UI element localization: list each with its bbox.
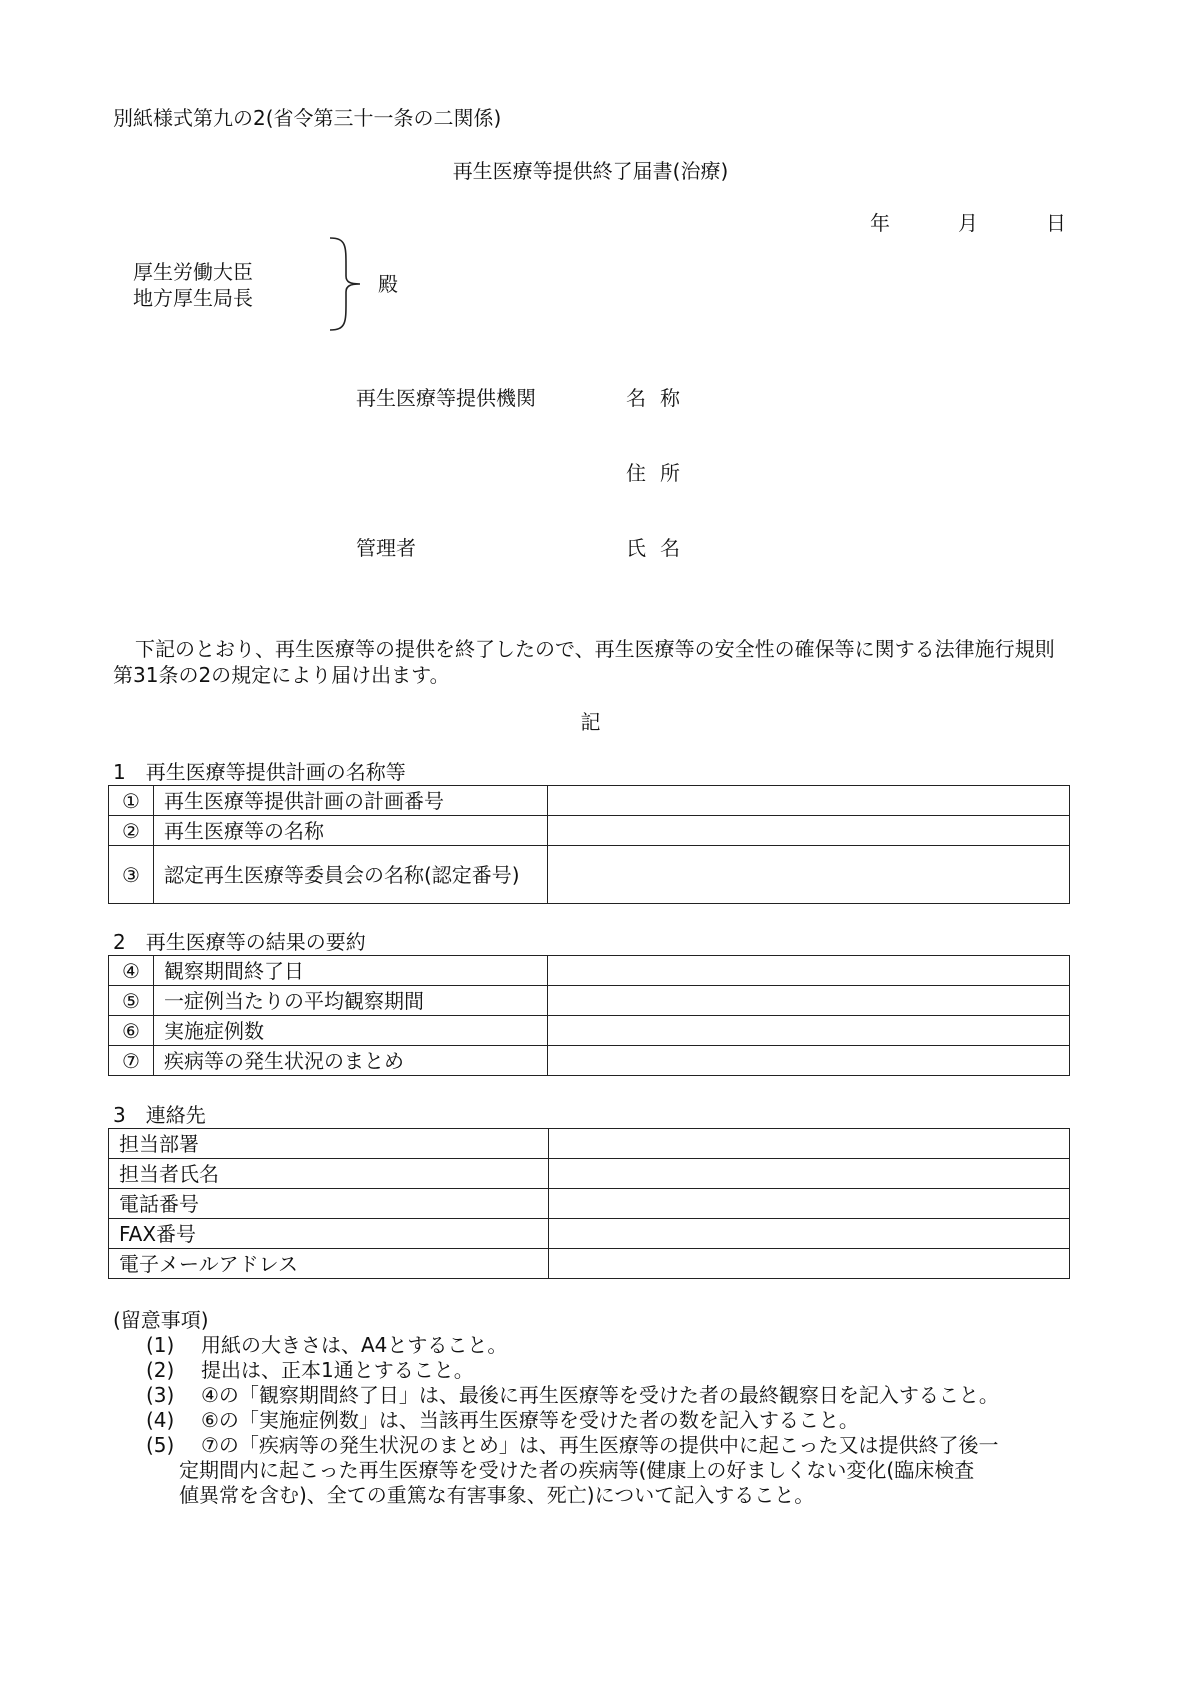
note-text: 提出は、正本1通とすること。 xyxy=(201,1358,474,1382)
department-field[interactable] xyxy=(549,1129,1070,1159)
row-label: 一症例当たりの平均観察期間 xyxy=(154,986,548,1016)
notes-heading: (留意事項) xyxy=(113,1308,209,1332)
contact-person-field[interactable] xyxy=(549,1159,1070,1189)
row-number: ⑦ xyxy=(109,1046,154,1076)
contact-table xyxy=(108,1128,1070,1279)
row-label: 担当部署 xyxy=(109,1129,549,1159)
ki-heading: 記 xyxy=(580,710,601,734)
table-row xyxy=(109,1046,1070,1076)
committee-name-field[interactable] xyxy=(548,846,1070,904)
note-text-continued: 値異常を含む)、全ての重篤な有害事象、死亡)について記入すること。 xyxy=(179,1483,815,1507)
row-number: ② xyxy=(109,816,154,846)
row-label: 実施症例数 xyxy=(154,1016,548,1046)
note-text: ⑥の「実施症例数」は、当該再生医療等を受けた者の数を記入すること。 xyxy=(201,1408,859,1432)
treatment-name-field[interactable] xyxy=(548,816,1070,846)
form-number: 別紙様式第九の2(省令第三十一条の二関係) xyxy=(113,106,502,130)
average-observation-period-field[interactable] xyxy=(548,986,1070,1016)
institution-label: 再生医療等提供機関 xyxy=(356,386,536,410)
case-count-field[interactable] xyxy=(548,1016,1070,1046)
section-1-heading: 1 再生医療等提供計画の名称等 xyxy=(113,760,406,784)
row-label: 担当者氏名 xyxy=(109,1159,549,1189)
note-item xyxy=(146,1433,999,1457)
note-text: ⑦の「疾病等の発生状況のまとめ」は、再生医療等の提供中に起こった又は提供終了後一 xyxy=(201,1433,999,1457)
row-label: 認定再生医療等委員会の名称(認定番号) xyxy=(154,846,548,904)
row-label: 再生医療等の名称 xyxy=(154,816,548,846)
disease-summary-field[interactable] xyxy=(548,1046,1070,1076)
note-text: ④の「観察期間終了日」は、最後に再生医療等を受けた者の最終観察日を記入すること。 xyxy=(201,1383,999,1407)
table-row xyxy=(109,786,1070,816)
section-2-heading: 2 再生医療等の結果の要約 xyxy=(113,930,366,954)
note-number: (4) xyxy=(146,1408,175,1432)
table-row xyxy=(109,846,1070,904)
table-row xyxy=(109,1219,1070,1249)
institution-address-label: 住所 xyxy=(626,461,694,485)
note-number: (3) xyxy=(146,1383,175,1407)
plan-number-field[interactable] xyxy=(548,786,1070,816)
note-item xyxy=(146,1383,999,1407)
note-number: (5) xyxy=(146,1433,175,1457)
section-2-table xyxy=(108,955,1070,1076)
fax-field[interactable] xyxy=(549,1219,1070,1249)
section-3-heading: 3 連絡先 xyxy=(113,1103,206,1127)
intro-paragraph: 下記のとおり、再生医療等の提供を終了したので、再生医療等の安全性の確保等に関する法律施行規則第31条の2の規定により届け出ます。 xyxy=(113,637,1055,687)
table-row xyxy=(109,986,1070,1016)
row-number: ③ xyxy=(109,846,154,904)
row-label: 電子メールアドレス xyxy=(109,1249,549,1279)
date-month-label: 月 xyxy=(958,211,978,235)
date-year-label: 年 xyxy=(870,211,890,235)
section-1-table xyxy=(108,785,1070,904)
note-item xyxy=(146,1358,474,1382)
curly-brace-icon xyxy=(328,236,362,332)
row-label: FAX番号 xyxy=(109,1219,549,1249)
row-label: 電話番号 xyxy=(109,1189,549,1219)
manager-name-label: 氏名 xyxy=(626,536,694,560)
row-number: ⑤ xyxy=(109,986,154,1016)
note-text-continued: 定期間内に起こった再生医療等を受けた者の疾病等(健康上の好ましくない変化(臨床検査 xyxy=(179,1458,975,1482)
table-row xyxy=(109,1159,1070,1189)
phone-field[interactable] xyxy=(549,1189,1070,1219)
table-row xyxy=(109,816,1070,846)
manager-label: 管理者 xyxy=(356,536,416,560)
table-row xyxy=(109,1249,1070,1279)
row-label: 再生医療等提供計画の計画番号 xyxy=(154,786,548,816)
row-number: ⑥ xyxy=(109,1016,154,1046)
institution-name-label: 名称 xyxy=(626,386,694,410)
observation-end-date-field[interactable] xyxy=(548,956,1070,986)
note-number: (1) xyxy=(146,1333,175,1357)
addressee-minister: 厚生労働大臣 xyxy=(133,260,253,284)
row-number: ① xyxy=(109,786,154,816)
table-row xyxy=(109,1016,1070,1046)
table-row xyxy=(109,1189,1070,1219)
email-field[interactable] xyxy=(549,1249,1070,1279)
table-row xyxy=(109,1129,1070,1159)
row-label: 疾病等の発生状況のまとめ xyxy=(154,1046,548,1076)
note-item xyxy=(146,1333,507,1357)
note-item xyxy=(146,1408,859,1432)
addressee-regional-bureau: 地方厚生局長 xyxy=(133,286,253,310)
date-day-label: 日 xyxy=(1046,211,1066,235)
table-row xyxy=(109,956,1070,986)
note-text: 用紙の大きさは、A4とすること。 xyxy=(201,1333,508,1357)
row-label: 観察期間終了日 xyxy=(154,956,548,986)
row-number: ④ xyxy=(109,956,154,986)
honorific-dono: 殿 xyxy=(378,272,398,296)
document-title: 再生医療等提供終了届書(治療) xyxy=(452,159,729,183)
note-number: (2) xyxy=(146,1358,175,1382)
